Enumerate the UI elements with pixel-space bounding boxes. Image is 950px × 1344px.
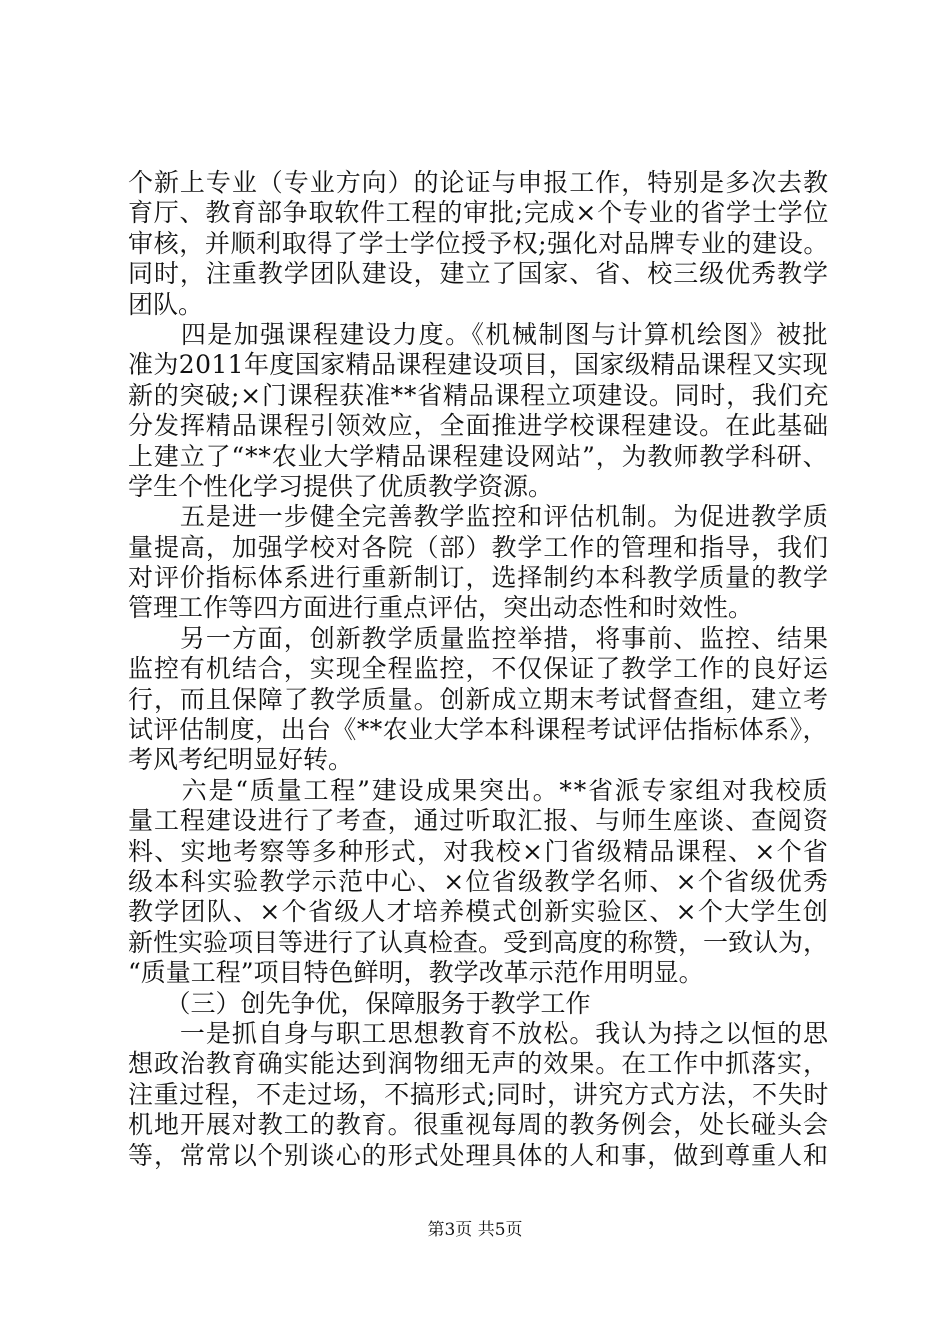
text-line: 量工程建设进行了考查，通过听取汇报、与师生座谈、查阅资 xyxy=(128,806,829,836)
text-line: 分发挥精品课程引领效应，全面推进学校课程建设。在此基础 xyxy=(128,411,829,441)
page-footer: 第3页 共5页 xyxy=(427,1220,523,1240)
document-body xyxy=(128,168,828,1171)
text-line: 监控有机结合，实现全程监控，不仅保证了教学工作的良好运 xyxy=(128,654,829,684)
text-line: 想政治教育确实能达到润物细无声的效果。在工作中抓落实， xyxy=(128,1049,829,1079)
text-line: “质量工程”项目特色鲜明，教学改革示范作用明显。 xyxy=(128,958,704,988)
text-line: 料、实地考察等多种形式，对我校×门省级精品课程、×个省 xyxy=(128,836,830,866)
text-line: 教学团队、×个省级人才培养模式创新实验区、×个大学生创 xyxy=(128,897,830,927)
text-line: 级本科实验教学示范中心、×位省级教学名师、×个省级优秀 xyxy=(128,866,830,896)
text-line: 同时，注重教学团队建设，建立了国家、省、校三级优秀教学 xyxy=(128,259,829,289)
text-line: 新性实验项目等进行了认真检查。受到高度的称赞，一致认为， xyxy=(128,927,829,957)
text-line: 量提高，加强学校对各院（部）教学工作的管理和指导，我们 xyxy=(128,532,829,562)
text-line: 准为2011年度国家精品课程建设项目，国家级精品课程又实现 xyxy=(128,350,829,380)
text-line: 另一方面，创新教学质量监控举措，将事前、监控、结果 xyxy=(128,623,829,653)
text-line: 机地开展对教工的教育。很重视每周的教务例会，处长碰头会 xyxy=(128,1110,829,1140)
text-line: 学生个性化学习提供了优质教学资源。 xyxy=(128,471,554,501)
text-line: 团队。 xyxy=(128,289,204,319)
text-line: 对评价指标体系进行重新制订，选择制约本科教学质量的教学 xyxy=(128,563,829,593)
text-line: 试评估制度，出台《**农业大学本科课程考试评估指标体系》， xyxy=(128,715,828,745)
text-line: 管理工作等四方面进行重点评估，突出动态性和时效性。 xyxy=(128,593,754,623)
text-line: 个新上专业（专业方向）的论证与申报工作，特别是多次去教 xyxy=(128,168,829,197)
text-line: 审核，并顺利取得了学士学位授予权;强化对品牌专业的建设。 xyxy=(128,228,830,258)
text-line: 六是“质量工程”建设成果突出。**省派专家组对我校质 xyxy=(128,775,830,805)
text-line: 新的突破;×门课程获准**省精品课程立项建设。同时，我们充 xyxy=(128,380,830,410)
text-line: 考风考纪明显好转。 xyxy=(128,745,354,775)
text-line: 行，而且保障了教学质量。创新成立期末考试督查组，建立考 xyxy=(128,684,829,714)
text-line: 五是进一步健全完善教学监控和评估机制。为促进教学质 xyxy=(128,502,829,532)
text-line: 等，常常以个别谈心的形式处理具体的人和事，做到尊重人和 xyxy=(128,1140,829,1170)
text-line: 四是加强课程建设力度。《机械制图与计算机绘图》被批 xyxy=(128,319,829,349)
text-line: 上建立了“**农业大学精品课程建设网站”，为教师教学科研、 xyxy=(128,441,829,471)
text-line: 育厅、教育部争取软件工程的审批;完成×个专业的省学士学位 xyxy=(128,198,830,228)
text-line: （三）创先争优，保障服务于教学工作 xyxy=(128,988,591,1018)
text-line: 一是抓自身与职工思想教育不放松。我认为持之以恒的思 xyxy=(128,1018,829,1048)
text-line: 注重过程，不走过场，不搞形式;同时，讲究方式方法，不失时 xyxy=(128,1079,830,1109)
